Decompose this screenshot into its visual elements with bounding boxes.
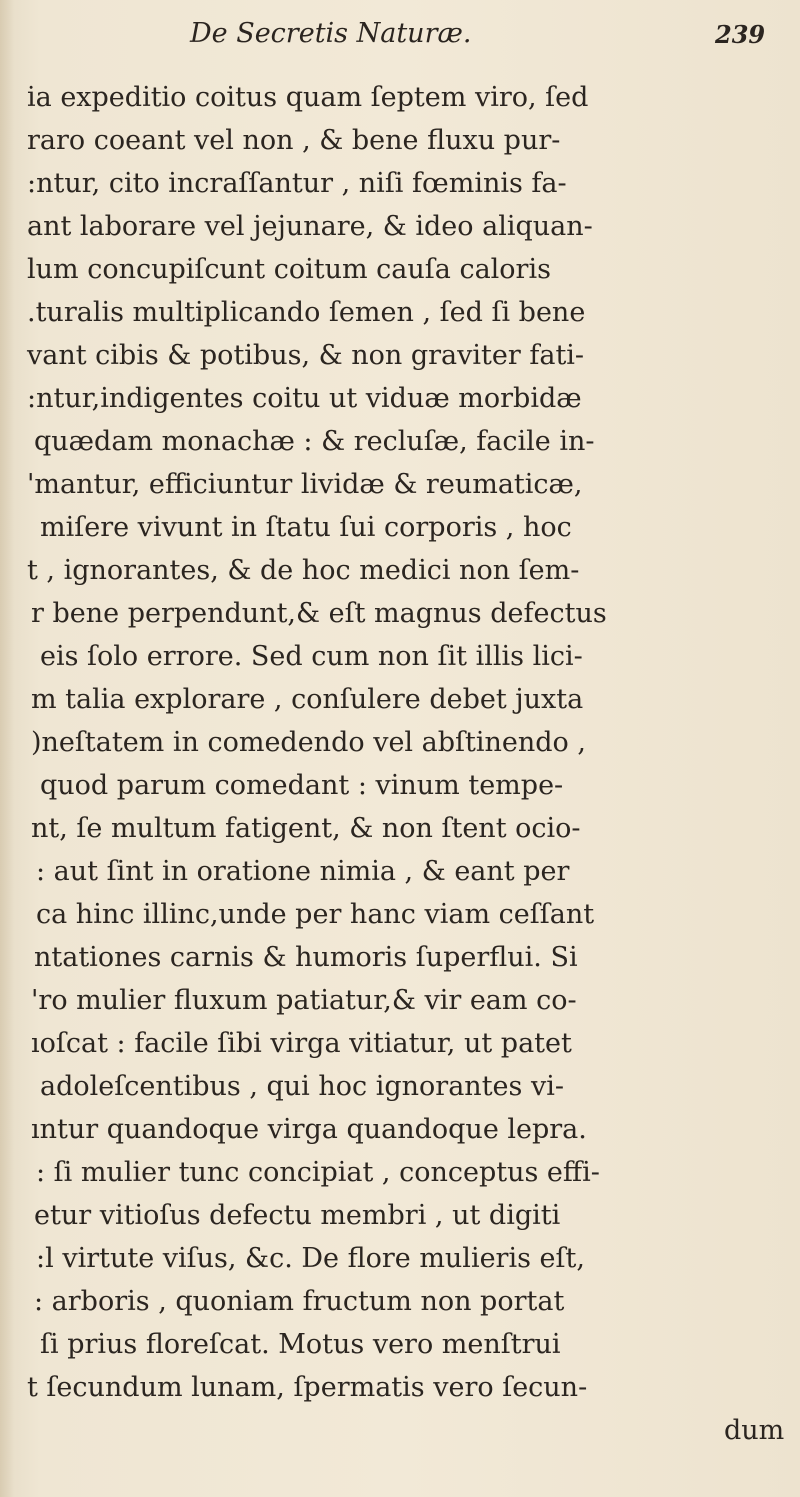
text-line: dum — [724, 1415, 785, 1446]
text-line: : aut ſint in oratione nimia , & eant per — [36, 856, 570, 887]
running-head-title: De Secretis Naturæ. — [190, 18, 472, 49]
text-line: vant cibis & potibus, & non graviter fati- — [27, 340, 585, 371]
page-number: 239 — [715, 20, 766, 49]
text-line: miſere vivunt in ſtatu ſui corporis , hoc — [40, 512, 572, 543]
text-line: ca hinc illinc,unde per hanc viam ceſſant — [36, 899, 595, 930]
text-line: ıoſcat : facile ſibi virga vitiatur, ut patet — [31, 1028, 572, 1059]
text-line: .turalis multiplicando ſemen , ſed ſi bene — [27, 297, 586, 328]
text-line: ia expeditio coitus quam ſeptem viro, ſed — [27, 82, 589, 113]
text-line: etur vitioſus defectu membri , ut digiti — [34, 1200, 561, 1231]
text-line: adoleſcentibus , qui hoc ignorantes vi- — [40, 1071, 564, 1102]
text-line: :ntur,indigentes coitu ut viduæ morbidæ — [27, 383, 582, 414]
text-line: ntationes carnis & humoris ſuperflui. Si — [34, 942, 578, 973]
text-line: nt, ſe multum fatigent, & non ſtent ocio- — [31, 813, 581, 844]
text-line: :ntur, cito incraſſantur , niſi fœminis fa- — [27, 168, 567, 199]
text-line: : ſi mulier tunc concipiat , conceptus effi- — [36, 1157, 600, 1188]
text-line: 'mantur, efficiuntur lividæ & reumaticæ, — [27, 469, 583, 500]
text-line: r bene perpendunt,& eſt magnus defectus — [31, 598, 607, 629]
text-line: m talia explorare , conſulere debet juxta — [31, 684, 584, 715]
text-line: lum concupiſcunt coitum cauſa caloris — [27, 254, 551, 285]
text-line: 'ro mulier fluxum patiatur,& vir eam co- — [31, 985, 577, 1016]
text-line: :l virtute viſus, &c. De flore mulieris eſt, — [36, 1243, 585, 1274]
text-line: ant laborare vel jejunare, & ideo aliquan- — [27, 211, 593, 242]
text-line: t , ignorantes, & de hoc medici non ſem- — [27, 555, 580, 586]
text-line: t ſecundum lunam, ſpermatis vero ſecun- — [27, 1372, 588, 1403]
text-line: ſi prius floreſcat. Motus vero menſtrui — [40, 1329, 561, 1360]
text-line: )neſtatem in comedendo vel abſtinendo , — [31, 727, 586, 758]
text-line: eis ſolo errore. Sed cum non ſit illis lici- — [40, 641, 583, 672]
text-line: raro coeant vel non , & bene fluxu pur- — [27, 125, 561, 156]
text-line: : arboris , quoniam fructum non portat — [34, 1286, 565, 1317]
text-line: quod parum comedant : vinum tempe- — [40, 770, 564, 801]
text-line: ıntur quandoque virga quandoque lepra. — [31, 1114, 587, 1145]
text-line: quædam monachæ : & recluſæ, facile in- — [34, 426, 595, 457]
running-head — [0, 18, 800, 58]
